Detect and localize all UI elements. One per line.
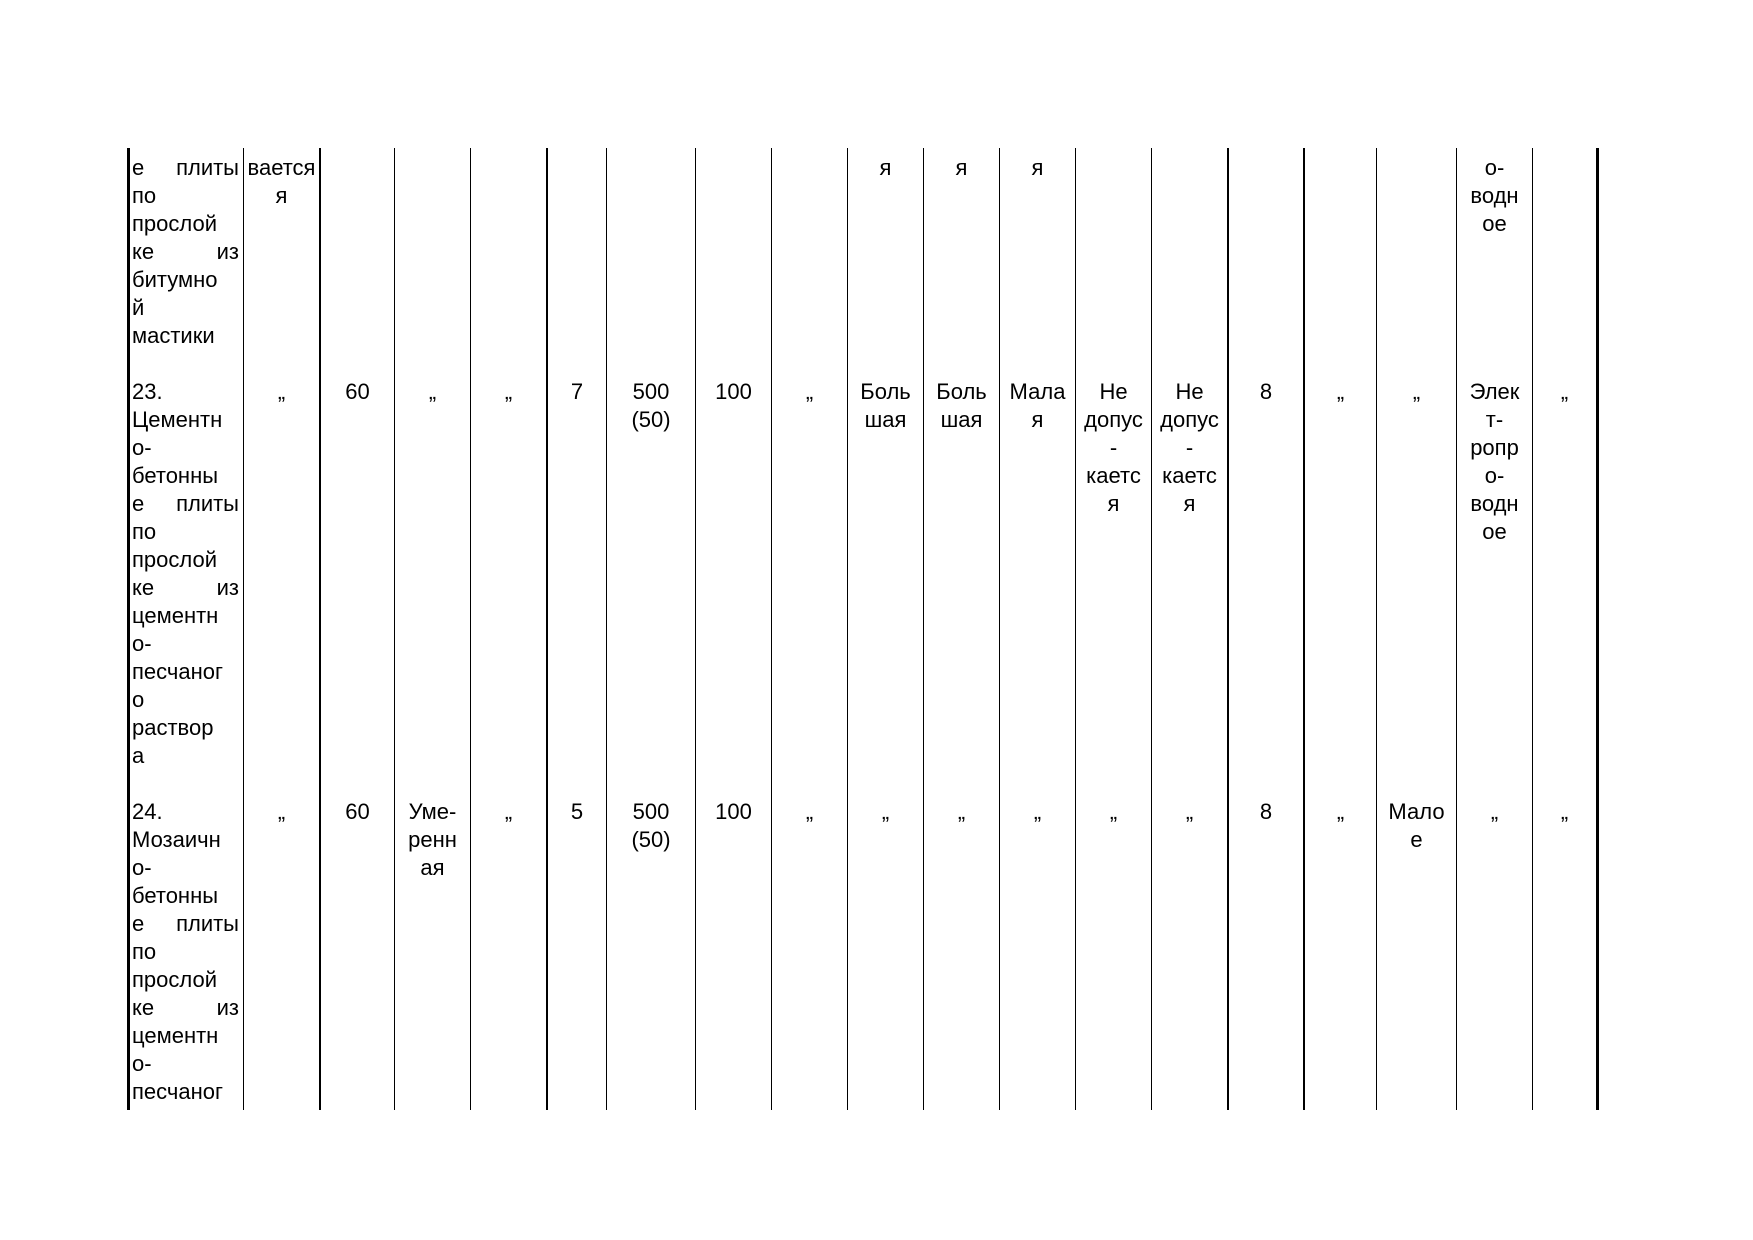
table-cell-name-line: прослой: [132, 547, 217, 572]
materials-table: [127, 148, 1606, 1110]
table-cell: „: [1490, 799, 1499, 824]
table-cell-name-line: о-: [132, 855, 152, 880]
table-cell: „: [277, 379, 286, 404]
table-cell-name-line: по: [132, 183, 157, 208]
table-cell: 60: [345, 799, 370, 824]
table-column-rule: [546, 148, 548, 1110]
table-column-rule: [470, 148, 471, 1110]
table-column-rule: [999, 148, 1000, 1110]
table-cell: „: [805, 379, 814, 404]
table-cell-name-line: бетонны: [132, 463, 219, 488]
table-cell-name: [132, 378, 239, 770]
table-cell: Мала я: [1009, 379, 1066, 432]
table-cell-name-line: о-: [132, 1051, 152, 1076]
table-column-rule: [319, 148, 321, 1110]
table-cell-name-line: по: [132, 519, 157, 544]
table-column-rule: [1075, 148, 1076, 1110]
table-column-rule: [1227, 148, 1229, 1110]
table-column-rule: [243, 148, 244, 1110]
table-cell: „: [504, 799, 513, 824]
table-cell: 500 (50): [631, 799, 671, 852]
table-cell-name-line: ке из: [132, 995, 239, 1020]
table-cell-name-line: раствор: [132, 715, 214, 740]
table-cell-name-line: ке из: [132, 239, 239, 264]
table-column-rule: [847, 148, 848, 1110]
table-cell-name-line: о: [132, 687, 145, 712]
table-cell: „: [1336, 799, 1345, 824]
table-cell-name-line: прослой: [132, 967, 217, 992]
table-cell-name-line: 23.: [132, 379, 163, 404]
table-cell-name-line: Мозаичн: [132, 827, 221, 852]
table-cell: „: [1412, 379, 1421, 404]
table-cell: Боль шая: [860, 379, 911, 432]
table-cell: 100: [715, 379, 752, 404]
table-cell-name-line: цементн: [132, 1023, 219, 1048]
table-cell: Боль шая: [936, 379, 987, 432]
table-cell: „: [1560, 379, 1569, 404]
table-cell-name-line: песчаног: [132, 1079, 224, 1104]
table-cell-name-line: прослой: [132, 211, 217, 236]
table-cell: „: [805, 799, 814, 824]
table-cell-name-line: песчаног: [132, 659, 224, 684]
table-cell: „: [957, 799, 966, 824]
table-cell: 60: [345, 379, 370, 404]
table-column-rule: [606, 148, 607, 1110]
table-column-rule: [771, 148, 772, 1110]
table-cell: 8: [1259, 799, 1273, 824]
table-cell-name: [132, 798, 239, 1106]
table-cell: Элек т- ропр о- водн ое: [1469, 379, 1520, 544]
table-column-rule: [394, 148, 395, 1110]
table-cell: 7: [570, 379, 584, 404]
table-column-rule: [923, 148, 924, 1110]
table-column-rule: [1532, 148, 1533, 1110]
table-cell-name-line: Цементн: [132, 407, 223, 432]
table-column-rule: [1596, 148, 1599, 1110]
table-cell-name-line: мастики: [132, 323, 215, 348]
table-cell: Мало е: [1388, 799, 1445, 852]
table-cell-name-line: е плиты: [132, 911, 239, 936]
table-cell: „: [504, 379, 513, 404]
table-cell: Уме- ренн ая: [408, 799, 457, 880]
table-column-rule: [1376, 148, 1377, 1110]
table-cell: „: [881, 799, 890, 824]
table-cell: 8: [1259, 379, 1273, 404]
table-cell-name-line: бетонны: [132, 883, 219, 908]
table-cell: вается я: [247, 155, 316, 208]
table-column-rule: [127, 148, 130, 1110]
table-cell-name-line: е плиты: [132, 155, 239, 180]
table-cell: „: [277, 799, 286, 824]
table-cell-name-line: цементн: [132, 603, 219, 628]
table-cell: „: [1185, 799, 1194, 824]
table-cell: „: [1560, 799, 1569, 824]
table-cell-name-line: 24.: [132, 799, 163, 824]
table-cell-name: [132, 154, 239, 350]
table-cell-name-line: о-: [132, 435, 152, 460]
table-cell-name-line: а: [132, 743, 145, 768]
table-cell-name-line: й: [132, 295, 145, 320]
table-cell: „: [1033, 799, 1042, 824]
table-column-rule: [1151, 148, 1152, 1110]
table-column-rule: [1303, 148, 1305, 1110]
table-cell: „: [1336, 379, 1345, 404]
table-cell: я: [879, 155, 892, 180]
table-column-rule: [1456, 148, 1457, 1110]
table-cell: Не допус - каетс я: [1084, 379, 1143, 516]
table-column-rule: [695, 148, 696, 1110]
table-cell: я: [955, 155, 968, 180]
table-cell-name-line: по: [132, 939, 157, 964]
table-cell: о- водн ое: [1470, 155, 1519, 236]
table-cell-name-line: ке из: [132, 575, 239, 600]
table-cell: „: [428, 379, 437, 404]
table-cell-name-line: о-: [132, 631, 152, 656]
table-cell: „: [1109, 799, 1118, 824]
table-cell-name-line: битумно: [132, 267, 218, 292]
table-cell: 5: [570, 799, 584, 824]
table-cell: Не допус - каетс я: [1160, 379, 1219, 516]
table-cell-name-line: е плиты: [132, 491, 239, 516]
table-cell: я: [1031, 155, 1044, 180]
table-cell: 500 (50): [631, 379, 671, 432]
table-cell: 100: [715, 799, 752, 824]
